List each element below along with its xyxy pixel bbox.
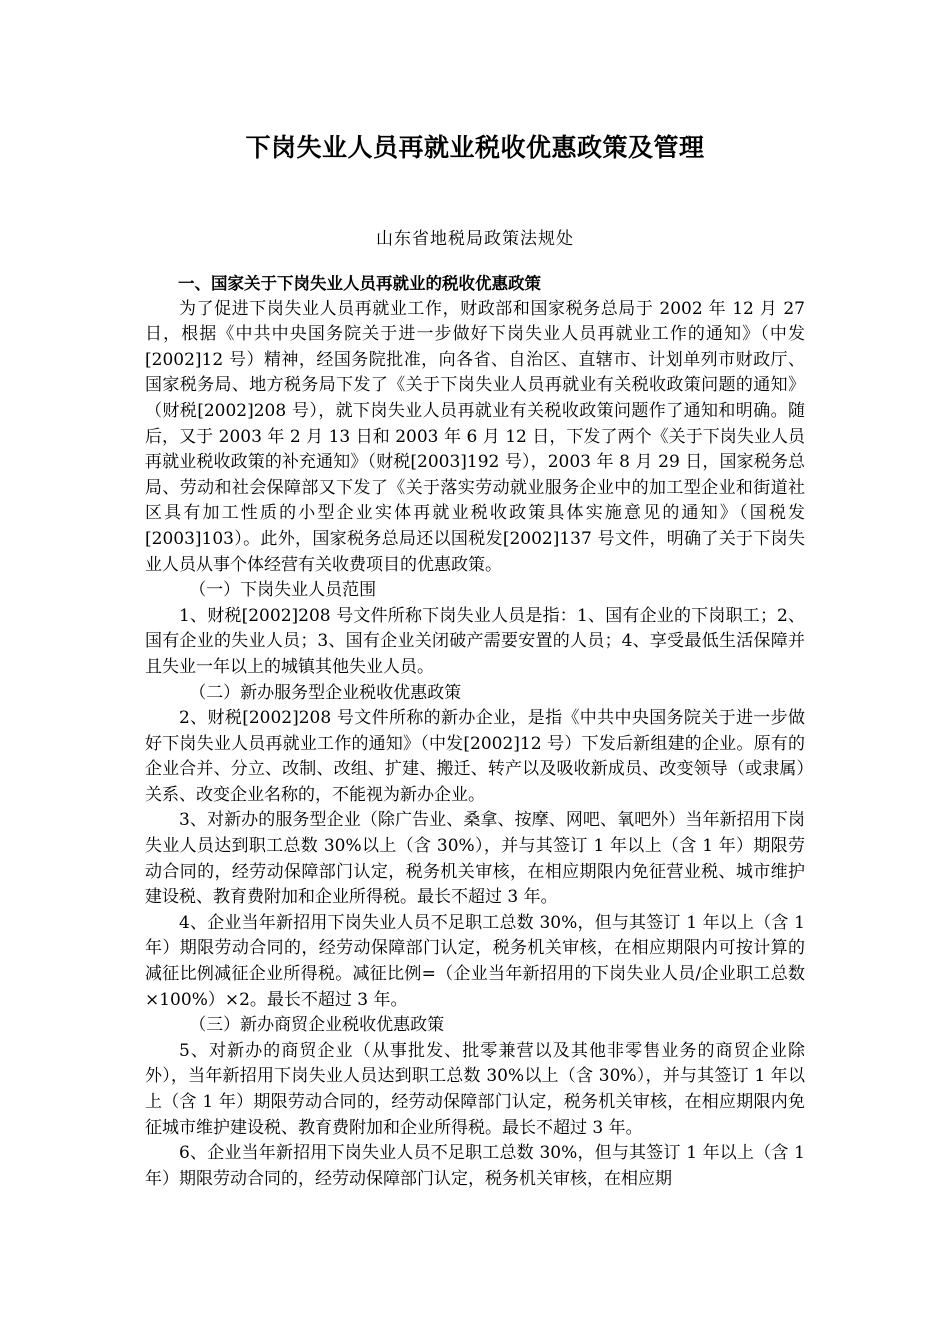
body-paragraph: 4、企业当年新招用下岗失业人员不足职工总数 30%，但与其签订 1 年以上（含 1 年）期限劳动合同的，经劳动保障部门认定，税务机关审核，在相应期限内可按计算的减征比例减征企业所得税。减征比例=（企业当年新招用的下岗失业人员/企业职工总数×100%）×2。最长不超过 3 年。 [145,912,805,1010]
body-paragraph: 5、对新办的商贸企业（从事批发、批零兼营以及其他非零售业务的商贸企业除外），当年新招用下岗失业人员达到职工总数 30%以上（含 30%），并与其签订 1 年以上（含 1 年）期限劳动合同的，经劳动保障部门认定，税务机关审核，在相应期限内免征城市维护建设税、教育费附加和企业所得税。最长不超过 3 年。 [145,1040,805,1138]
subsection-heading: （二）新办服务型企业税收优惠政策 [189,682,462,703]
body-paragraph: 3、对新办的服务型企业（除广告业、桑拿、按摩、网吧、氧吧外）当年新招用下岗失业人员达到职工总数 30%以上（含 30%），并与其签订 1 年以上（含 1 年）期限劳动合同的，经劳动保障部门认定，税务机关审核，在相应期限内免征营业税、城市维护建设税、教育费附加和企业所得税。最长不超过 3 年。 [145,810,805,908]
document-title: 下岗失业人员再就业税收优惠政策及管理 [245,133,705,162]
document-author: 山东省地税局政策法规处 [376,229,574,249]
document-body [145,271,805,1192]
subsection-heading: （三）新办商贸企业税收优惠政策 [189,1015,445,1036]
body-paragraph: 为了促进下岗失业人员再就业工作，财政部和国家税务总局于 2002 年 12 月 27 日，根据《中共中央国务院关于进一步做好下岗失业人员再就业工作的通知》（中发[2002]12 号）精神，经国务院批准，向各省、自治区、直辖市、计划单列市财政厅、国家税务局、地方税务局下发了《关于下岗失业人员再就业有关税收政策问题的通知》（财税[2002]208 号），就下岗失业人员再就业有关税收政策问题作了通知和明确。随后，又于 2003 年 2 月 13 日和 2003 年 6 月 12 日，下发了两个《关于下岗失业人员再就业税收政策的补充通知》（财税[2003]192 号），2003 年 8 月 29 日，国家税务总局、劳动和社会保障部又下发了《关于落实劳动就业服务企业中的加工型企业和街道社区具有加工性质的小型企业实体再就业税收政策具体实施意见的通知》（国税发[2003]103）。此外，国家税务总局还以国税发[2002]137 号文件，明确了关于下岗失业人员从事个体经营有关收费项目的优惠政策。 [145,298,805,575]
body-paragraph: 1、财税[2002]208 号文件所称下岗失业人员是指：1、国有企业的下岗职工；2、国有企业的失业人员；3、国有企业关闭破产需要安置的人员；4、享受最低生活保障并且失业一年以上的城镇其他失业人员。 [145,605,805,677]
body-paragraph: 2、财税[2002]208 号文件所称的新办企业，是指《中共中央国务院关于进一步做好下岗失业人员再就业工作的通知》（中发[2002]12 号）下发后新组建的企业。原有的企业合并、分立、改制、改组、扩建、搬迁、转产以及吸收新成员、改变领导（或隶属）关系、改变企业名称的，不能视为新办企业。 [145,708,805,805]
section-heading: 一、国家关于下岗失业人员再就业的税收优惠政策 [178,274,541,293]
subsection-heading: （一）下岗失业人员范围 [189,580,377,601]
body-paragraph: 6、企业当年新招用下岗失业人员不足职工总数 30%，但与其签订 1 年以上（含 1 年）期限劳动合同的，经劳动保障部门认定，税务机关审核，在相应期 [145,1143,805,1189]
